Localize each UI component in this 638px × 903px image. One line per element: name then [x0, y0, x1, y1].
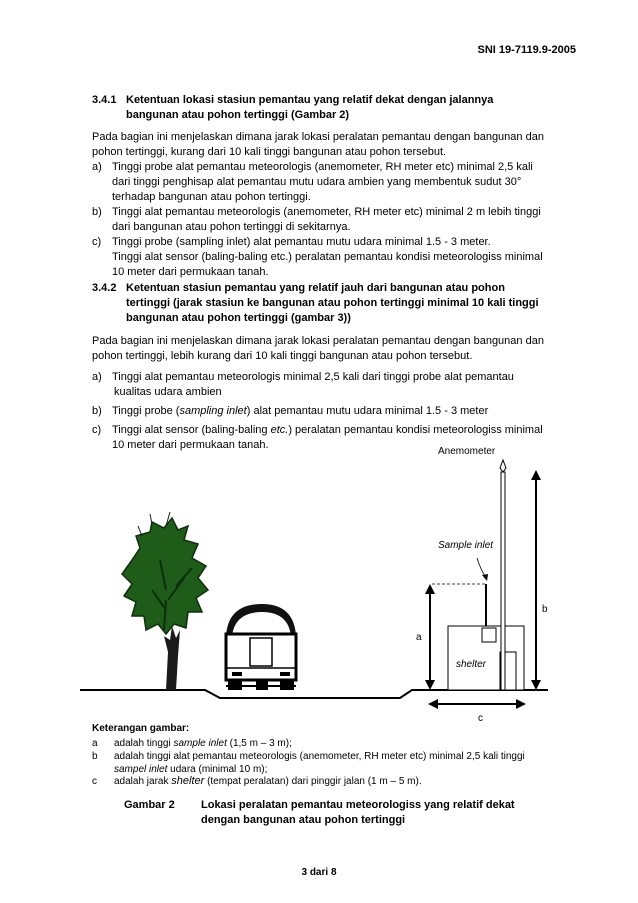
text-run: adalah tinggi: [114, 738, 174, 749]
document-standard-number: SNI 19-7119.9-2005: [477, 44, 576, 56]
legend-item: [92, 775, 578, 788]
text-run: adalah jarak: [114, 776, 172, 787]
list-item-label: b): [92, 206, 102, 218]
anemometer-mast: [501, 472, 505, 690]
figure-caption-line: Lokasi peralatan pemantau meteorologiss yang relatif dekat: [201, 799, 515, 811]
legend-title: Keterangan gambar:: [92, 723, 190, 734]
legend-item: [92, 737, 578, 750]
text-run: ) alat pemantau mutu udara minimal 1.5 - 3 meter: [246, 405, 489, 417]
list-item-line: Tinggi probe (sampling inlet) alat pemantau mutu udara minimal 1.5 - 3 meter.: [112, 236, 491, 248]
section-3-4-1-list: [92, 160, 578, 280]
list-item-line: Tinggi alat pemantau meteorologis (anemometer, RH meter etc) minimal 2 m lebih tinggi: [112, 206, 541, 218]
section-title-line: bangunan atau pohon tertinggi (Gambar 2): [126, 109, 350, 121]
paragraph-line: pohon tertinggi, kurang dari 10 kali tinggi bangunan atau pohon tersebut.: [92, 146, 447, 158]
list-item-line: Tinggi alat pemantau meteorologis minimal 2,5 kali dari tinggi probe alat pemantau: [112, 371, 514, 383]
list-item-line: Tinggi probe alat pemantau meteorologis (anemometer, RH meter etc) minimal 2,5 kali: [112, 161, 533, 173]
list-item-label: c): [92, 236, 102, 248]
dimension-a-label: a: [416, 632, 422, 643]
section-number: 3.4.1: [92, 94, 117, 106]
figure-caption-line: dengan bangunan atau pohon tertinggi: [201, 814, 406, 826]
vehicle-icon: [226, 604, 296, 690]
list-item-label: c): [92, 424, 102, 436]
section-title-line: tertinggi (jarak stasiun ke bangunan atau pohon tertinggi minimal 10 kali tinggi: [126, 297, 539, 309]
emphasis-text: sample inlet: [173, 738, 227, 749]
list-item-line: dari tinggi penghisap alat pemantau mutu udara ambien yang membentuk sudut 30°: [112, 176, 522, 188]
legend-item-label: c: [92, 776, 97, 787]
shelter-vent: [482, 628, 496, 642]
emphasis-text: etc.: [270, 424, 289, 436]
legend-item: [92, 750, 578, 776]
list-item-label: b): [92, 405, 102, 417]
dimension-c-arrow: [428, 699, 526, 709]
list-item-label: a): [92, 161, 102, 173]
dimension-b-label: b: [542, 604, 548, 615]
list-item-line: 10 meter dari permukaan tanah.: [112, 266, 269, 278]
list-item-line: [112, 423, 578, 438]
anemometer-label: Anemometer: [438, 446, 496, 457]
station-location-figure: [80, 440, 560, 730]
section-title-line: Ketentuan stasiun pemantau yang relatif jauh dari bangunan atau pohon: [126, 282, 505, 294]
section-3-4-1-heading: [92, 93, 578, 123]
list-item-line: Tinggi alat sensor (baling-baling etc.) peralatan pemantau kondisi meteorologiss minimal: [112, 251, 543, 263]
text-run: Tinggi alat sensor (baling-baling: [112, 424, 271, 436]
section-title-line: bangunan atau pohon tertinggi (gambar 3)): [126, 312, 351, 324]
list-item-line: dari bangunan atau pohon tertinggi di sekitarnya.: [112, 221, 351, 233]
section-number: 3.4.2: [92, 282, 117, 294]
section-3-4-1-intro: [92, 130, 578, 160]
ground-line: [80, 690, 548, 698]
emphasis-text: sampling inlet: [179, 405, 247, 417]
tree-icon: [122, 512, 208, 690]
list-item: [92, 205, 578, 235]
list-item: [92, 404, 578, 419]
list-item-line: [112, 404, 578, 419]
page-number: 3 dari 8: [301, 867, 337, 878]
text-run: (tempat peralatan) dari pinggir jalan (1 m – 5 m).: [204, 776, 422, 787]
legend-item-line: adalah tinggi alat pemantau meteorologis (anemometer, RH meter etc) minimal 2,5 kali tinggi: [114, 751, 525, 762]
list-item-line: 10 meter dari permukaan tanah.: [112, 439, 269, 451]
list-item-label: a): [92, 371, 102, 383]
section-3-4-2-heading: [92, 281, 578, 326]
paragraph-line: Pada bagian ini menjelaskan dimana jarak lokasi peralatan pemantau dengan bangunan dan: [92, 131, 544, 143]
figure-caption: [124, 798, 541, 828]
text-run: Tinggi probe (: [112, 405, 180, 417]
anemometer-icon: [500, 460, 506, 472]
dimension-a-arrow: [425, 584, 435, 690]
text-run: (1,5 m – 3 m);: [226, 738, 292, 749]
list-item: [92, 235, 578, 280]
emphasis-text: shelter: [171, 775, 205, 787]
legend-item-label: b: [92, 751, 98, 762]
shelter-label: shelter: [456, 659, 487, 670]
sample-inlet-label: Sample inlet: [438, 540, 494, 551]
emphasis-text: sampel inlet: [114, 764, 168, 775]
section-3-4-2-intro: [92, 334, 578, 364]
paragraph-line: Pada bagian ini menjelaskan dimana jarak lokasi peralatan pemantau dengan bangunan dan: [92, 335, 544, 347]
figure-caption-label: Gambar 2: [124, 799, 175, 811]
list-item: [92, 370, 578, 400]
legend-item-label: a: [92, 738, 98, 749]
text-run: udara (minimal 10 m);: [167, 764, 268, 775]
list-item-line: kualitas udara ambien: [114, 386, 222, 398]
paragraph-line: pohon tertinggi, lebih kurang dari 10 kali tinggi bangunan atau pohon tersebut.: [92, 350, 473, 362]
section-title-line: Ketentuan lokasi stasiun pemantau yang relatif dekat dengan jalannya: [126, 94, 494, 106]
inlet-pointer-head: [482, 574, 488, 581]
list-item: [92, 160, 578, 205]
list-item-line: terhadap bangunan atau pohon tertinggi.: [112, 191, 311, 203]
dimension-b-arrow: [531, 470, 541, 690]
text-run: ) peralatan pemantau kondisi meteorologiss minimal: [288, 424, 543, 436]
dimension-c-label: c: [478, 713, 483, 724]
